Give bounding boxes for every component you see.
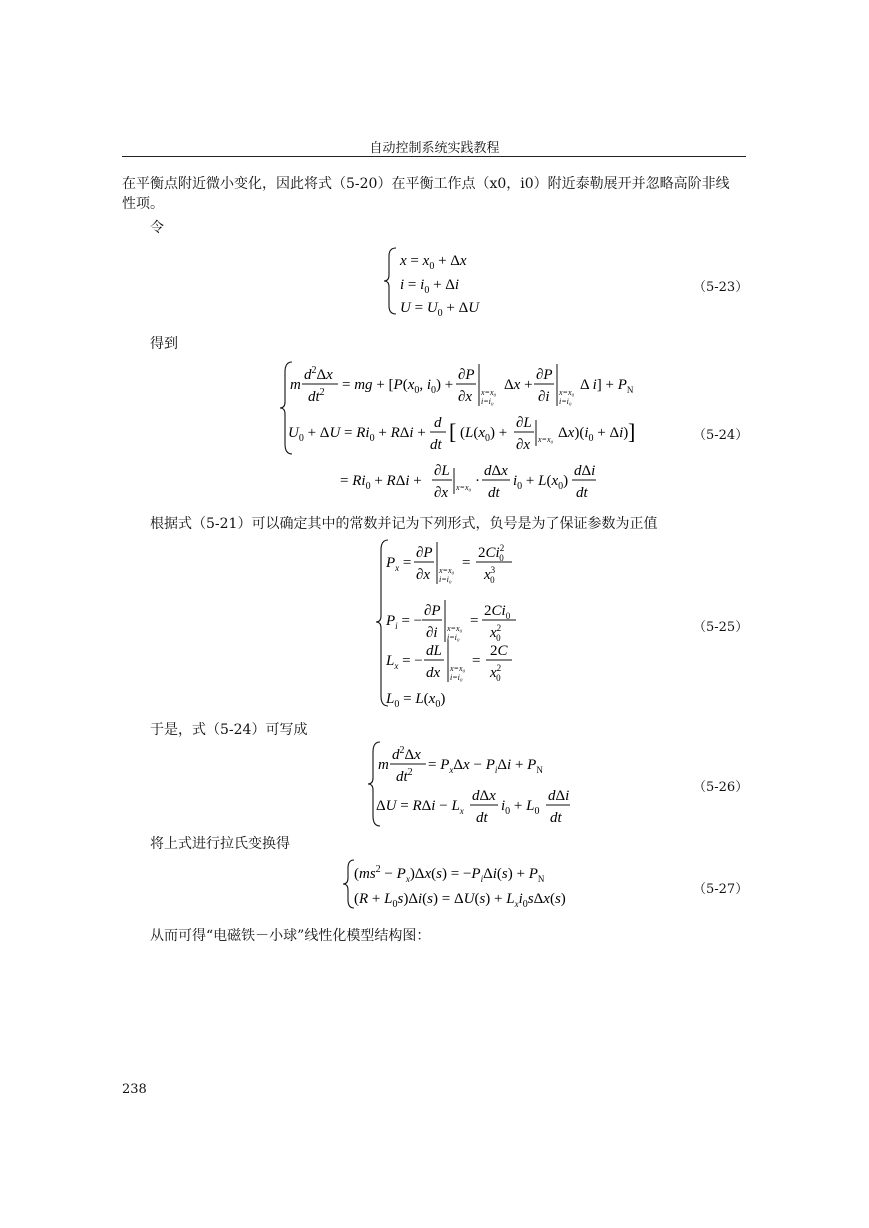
svg-text:= mg + [P(x0, i0) +: = mg + [$P(x_0$, $i_0$) +	[342, 377, 454, 396]
svg-text:dΔx: dΔx	[484, 463, 508, 479]
svg-text:x=x₀: x=x₀	[559, 388, 575, 397]
svg-text:∂x: ∂x	[416, 567, 431, 583]
svg-text:dt: dt	[476, 810, 488, 826]
svg-text:= Ri0 + RΔi +: = $Ri_0 + R\Delta i$ +	[340, 473, 422, 492]
svg-text:i=i₀: i=i₀	[447, 633, 460, 642]
svg-text:i=i₀: i=i₀	[481, 397, 494, 406]
svg-text:Px =: $P_x$ =	[386, 555, 412, 573]
eq-number-5-24: （5-24）	[693, 428, 749, 443]
svg-text:dt: dt	[488, 485, 500, 501]
equation-5-27	[340, 856, 600, 912]
svg-text:x=x₀: x=x₀	[447, 624, 463, 633]
svg-text:x=x₀: x=x₀	[450, 664, 466, 673]
svg-text:Δ i] + PN: Δ $i] + P_N$	[580, 377, 634, 395]
svg-text:L0 = L(x0): $L_0 = L(x_0)$	[386, 691, 446, 710]
eq-number-5-27: （5-27）	[693, 882, 749, 897]
intro-line-2: 性项。	[122, 196, 164, 212]
svg-text:dx: dx	[426, 665, 441, 681]
svg-text:x=x₀: x=x₀	[538, 435, 554, 444]
svg-text:dΔx: dΔx	[472, 788, 496, 804]
svg-text:x=x₀: x=x₀	[439, 566, 455, 575]
svg-text:i=i₀: i=i₀	[439, 575, 452, 584]
svg-text:dΔi: dΔi	[548, 788, 570, 804]
svg-text:x = x0 + Δx: $x = x_0 + \Delta x$	[400, 253, 467, 272]
equation-5-25	[374, 536, 534, 710]
svg-text:dL: dL	[426, 643, 442, 659]
svg-text:∂i: ∂i	[426, 625, 438, 641]
page-number: 238	[122, 1082, 147, 1097]
svg-text:dΔi: dΔi	[574, 463, 596, 479]
svg-text:∂x: ∂x	[458, 389, 473, 405]
svg-text:x30: $x^3$ 0	[484, 565, 496, 585]
svg-text:(L(x0) +: ($L(x_0)$ +	[460, 425, 508, 444]
svg-text:d2Δx: $d^2\Delta x$	[304, 365, 333, 383]
svg-text:2Ci20: 2Ci$^2$ 0	[478, 543, 505, 563]
svg-text:[: [	[449, 419, 457, 444]
text-conger: 从而可得“电磁铁－小球”线性化模型结构图：	[150, 928, 431, 944]
svg-text:dt: dt	[550, 810, 562, 826]
svg-text:dt: dt	[576, 485, 588, 501]
text-ling: 令	[150, 220, 164, 236]
svg-text:=: =	[462, 555, 471, 571]
svg-text:i=i₀: i=i₀	[450, 673, 463, 682]
running-header: 自动控制系统实践教程	[369, 141, 500, 156]
text-yushi: 于是，式（5-24）可写成	[150, 722, 308, 738]
eq-number-5-23: （5-23）	[693, 280, 749, 295]
eq-number-5-25: （5-25）	[693, 620, 749, 635]
svg-text:∂L: ∂L	[516, 415, 532, 431]
svg-text:U = U0 + ΔU: $U = U_0 + \Delta U$	[400, 300, 480, 318]
svg-text:= PxΔx − PiΔi + PN: = $P_x\Delta x - P_i\Delta i + P_N$	[428, 757, 543, 775]
svg-text:(ms2 − Px)Δx(s) = −PiΔi(s) + P: $(ms^2 - P_x)\Delta x(s) = -P_i\Delta i(s) + P_N$	[354, 864, 545, 884]
svg-text:dt: dt	[430, 437, 442, 453]
equation-5-24	[278, 358, 658, 504]
svg-text:·: ·	[475, 473, 480, 489]
svg-text:(R + L0s)Δi(s) = ΔU(s) + Lxi0s: $(R + L_0s)\Delta i(s) = \Delta U(s) + L_xi_0s\Delta x(s)$	[354, 891, 566, 910]
svg-text:∂P: ∂P	[416, 545, 433, 561]
text-jiang: 将上式进行拉氏变换得	[150, 836, 290, 852]
svg-text:∂P: ∂P	[536, 367, 553, 383]
equation-5-26	[366, 738, 586, 830]
svg-text:x=x₀: x=x₀	[456, 483, 472, 492]
header-rule	[122, 156, 746, 157]
svg-text:i0 + L(x0): $i_0 + L(x_0)$	[513, 473, 569, 492]
svg-text:dt2: $dt^2$	[308, 387, 325, 405]
equation-5-23	[380, 244, 520, 318]
svg-text:∂L: ∂L	[434, 463, 450, 479]
svg-text:Lx = −: $L_x$ = −	[386, 653, 423, 671]
svg-text:i=i₀: i=i₀	[559, 397, 572, 406]
eq-number-5-26: （5-26）	[693, 780, 749, 795]
svg-text:d2Δx: $d^2\Delta x$	[392, 745, 421, 763]
svg-text:∂P: ∂P	[424, 603, 441, 619]
svg-text:ΔU = RΔi − Lx: $\Delta U = R\Delta i - L_x$	[376, 798, 464, 816]
text-genju: 根据式（5-21）可以确定其中的常数并记为下列形式，负号是为了保证参数为正值	[150, 516, 658, 532]
svg-text:i = i0 + Δi: $i = i_0 + \Delta i$	[400, 277, 460, 296]
svg-text:∂P: ∂P	[458, 367, 475, 383]
svg-text:=: =	[472, 653, 481, 669]
svg-text:m: m	[290, 377, 301, 393]
svg-text:U0 + ΔU = Ri0 + RΔi +: $U_0 + \Delta U = Ri_0 + R\Delta i$ +	[288, 425, 426, 444]
svg-text:2Ci0: $2Ci_0$	[484, 603, 511, 621]
svg-text:d: d	[434, 415, 442, 431]
svg-text:Δx)(i0 + Δi): $\Delta x)(i_0 + \Delta i)$	[558, 425, 629, 444]
svg-text:x20: $x^2$ 0	[490, 623, 502, 643]
svg-text:Δx +: Δx +	[504, 377, 533, 393]
svg-text:∂i: ∂i	[538, 389, 550, 405]
svg-text:Pi = −: $P_i$ = −	[386, 613, 423, 631]
svg-text:i0 + L0: $i_0 + L_0$	[501, 798, 540, 817]
svg-text:]: ]	[628, 419, 636, 444]
svg-text:x=x₀: x=x₀	[481, 388, 497, 397]
svg-text:x20: $x^2$ 0	[490, 663, 502, 683]
svg-text:2C: 2C	[490, 643, 508, 659]
svg-text:dt2: $dt^2$	[396, 767, 413, 785]
svg-text:=: =	[470, 613, 479, 629]
svg-text:∂x: ∂x	[434, 485, 449, 501]
svg-text:∂x: ∂x	[516, 437, 531, 453]
intro-line-1: 在平衡点附近微小变化，因此将式（5-20）在平衡工作点（x0，i0）附近泰勒展开并忽略高阶非线	[122, 176, 730, 192]
svg-text:m: m	[378, 757, 389, 773]
text-dedao: 得到	[150, 336, 178, 352]
